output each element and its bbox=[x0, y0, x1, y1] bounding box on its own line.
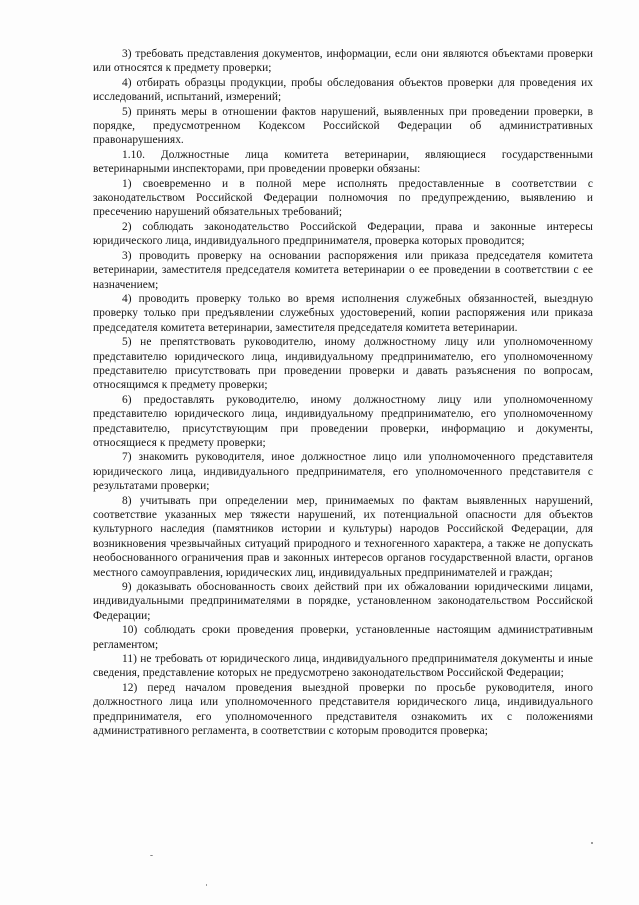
scan-speck bbox=[591, 842, 593, 844]
duty-7: 7) знакомить руководителя, иное должностное лицо или уполномоченного представителя юридического лица, индивидуального предпринимателя, его уполномоченного представителя с результатами проверки; bbox=[93, 451, 593, 493]
duty-4: 4) проводить проверку только во время исполнения служебных обязанностей, выездную проверку только при предъявлении служебных удостоверений, копии распоряжения или приказа председателя комитета ветеринарии, заместителя председателя комитета ветеринарии. bbox=[93, 292, 593, 334]
duty-6: 6) предоставлять руководителю, иному должностному лицу или уполномоченному представителю юридического лица, индивидуальному предпринимателю, его уполномоченному представителю, присутствующим при проведении проверки, информацию и документы, относящиеся к предмету проверки; bbox=[93, 393, 593, 449]
duty-3: 3) проводить проверку на основании распоряжения или приказа председателя комитета ветеринарии, заместителя председателя комитета ветеринарии о ее проведении в соответствии с ее назначением; bbox=[93, 249, 593, 291]
duty-12: 12) перед началом проведения выездной проверки по просьбе руководителя, иного должностного лица или уполномоченного представителя юридического лица, индивидуального предпринимателя, его уполномоченного представителя ознакомить их с положениями административного регламента, в соответствии с которым проводится проверка; bbox=[93, 681, 593, 738]
scan-speck bbox=[150, 855, 153, 856]
duty-10: 10) соблюдать сроки проведения проверки, установленные настоящим административным регламентом; bbox=[93, 624, 593, 651]
duty-5: 5) не препятствовать руководителю, иному должностному лицу или уполномоченному представителю юридического лица, индивидуальному предпринимателю, его уполномоченному представителю присутствовать при проведении проверки и давать разъяснения по вопросам, относящимся к предмету проверки; bbox=[93, 336, 593, 392]
duty-11: 11) не требовать от юридического лица, индивидуального предпринимателя документы и иные сведения, представление которых не предусмотрено законодательством Российской Федерации; bbox=[93, 653, 593, 680]
duty-9: 9) доказывать обоснованность своих действий при их обжаловании юридическими лицами, индивидуальными предпринимателями в порядке, установленном законодательством Российской Федерации; bbox=[93, 581, 593, 622]
scan-speck bbox=[206, 884, 207, 886]
section-1-10-heading: 1.10. Должностные лица комитета ветеринарии, являющиеся государственными ветеринарными инспекторами, при проведении проверки обязаны: bbox=[93, 148, 593, 176]
paragraph-3: 3) требовать представления документов, информации, если они являются объектами проверки или относятся к предмету проверки; bbox=[93, 48, 593, 75]
paragraph-5: 5) принять меры в отношении фактов нарушений, выявленных при проведении проверки, в порядке, предусмотренном Кодексом Российской Федерации об административных правонарушениях. bbox=[93, 105, 593, 147]
duty-1: 1) своевременно и в полной мере исполнять предоставленные в соответствии с законодательством Российской Федерации полномочия по предупреждению, выявлению и пресечению нарушений обязательных требований; bbox=[93, 177, 593, 219]
duty-8: 8) учитывать при определении мер, принимаемых по фактам выявленных нарушений, соответствие указанных мер тяжести нарушений, их потенциальной опасности для объектов культурного наследия (памятников истории и культуры) народов Российской Федерации, для возникновения чрезвычайных ситуаций природного и техногенного характера, а также не допускать необоснованного ограничения прав и законных интересов органов государственной власти, органов местного самоуправления, юридических лиц, индивидуальных предпринимателей и граждан; bbox=[93, 494, 593, 579]
paragraph-4: 4) отбирать образцы продукции, пробы обследования объектов проверки для проведения их исследований, испытаний, измерений; bbox=[93, 76, 593, 104]
document-body bbox=[93, 47, 593, 739]
duty-2: 2) соблюдать законодательство Российской Федерации, права и законные интересы юридического лица, индивидуального предпринимателя, проверка которых проводится; bbox=[93, 220, 593, 248]
